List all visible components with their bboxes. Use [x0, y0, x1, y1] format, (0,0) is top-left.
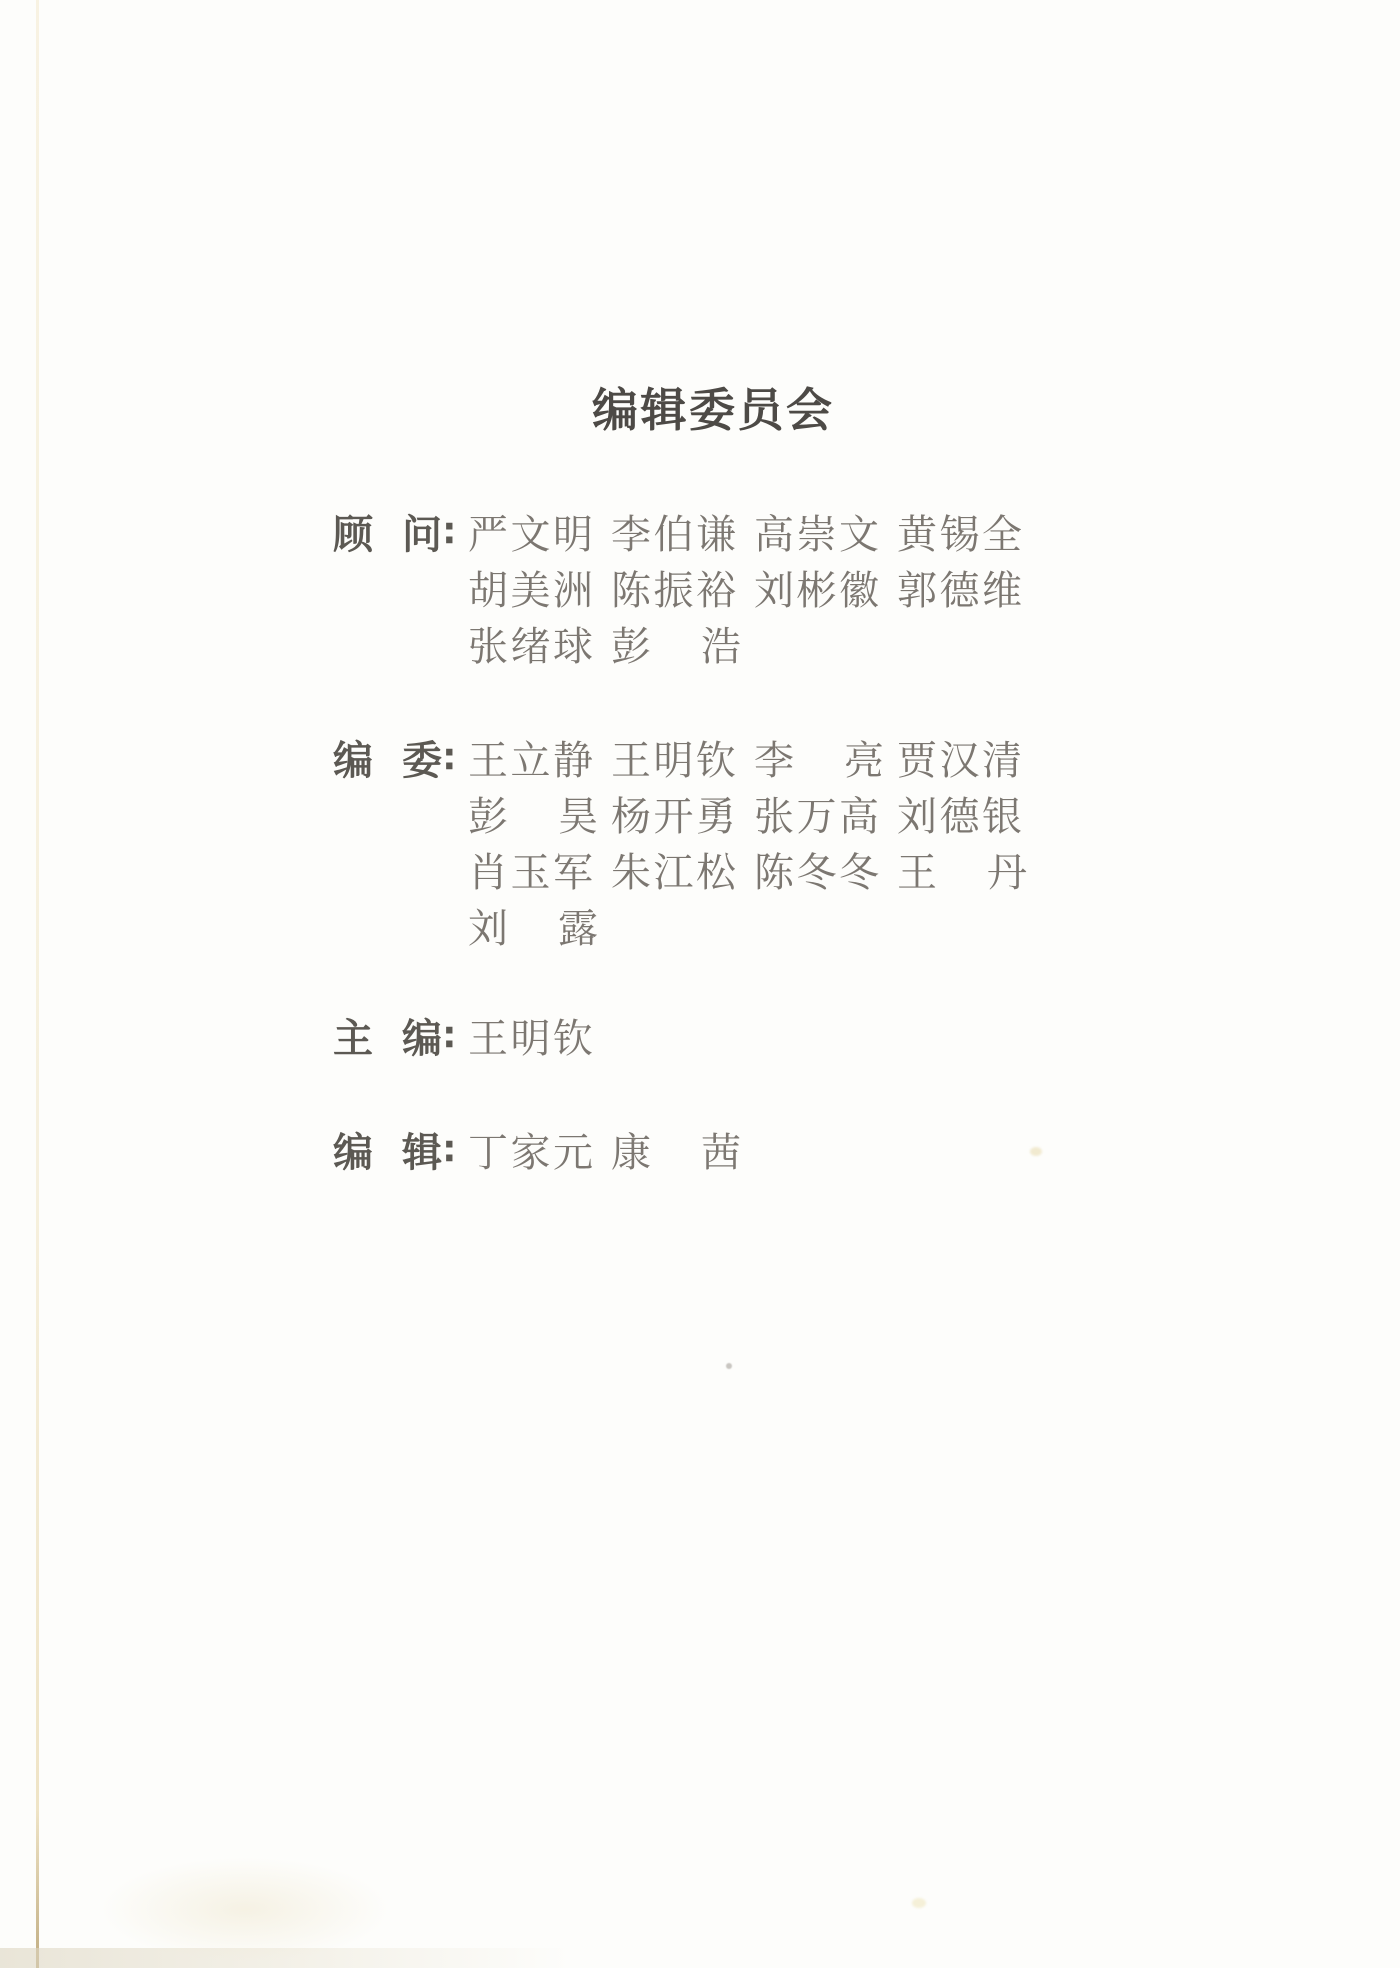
- name-row: [468, 1125, 754, 1181]
- label-colon: ∶: [444, 514, 455, 555]
- name-char: 浩: [701, 624, 741, 669]
- label-char: 委: [402, 738, 442, 783]
- person-name: 李伯谦: [611, 512, 739, 557]
- paper-stain: [100, 1857, 390, 1962]
- label-colon: ∶: [444, 1018, 455, 1059]
- person-name: 张万高: [754, 794, 882, 839]
- label-char: 顾: [333, 512, 373, 557]
- label-char: 编: [402, 1016, 442, 1061]
- person-name: 刘德银: [897, 794, 1025, 839]
- person-name: 胡美洲: [468, 568, 596, 613]
- person-name: 贾汉清: [897, 738, 1025, 783]
- name-char: 茜: [701, 1130, 741, 1175]
- person-name: [611, 619, 741, 675]
- name-row: [468, 901, 1040, 957]
- person-name: 陈冬冬: [754, 850, 882, 895]
- person-name: 杨开勇: [611, 794, 739, 839]
- label-char: 编: [333, 738, 373, 783]
- label-char: 辑: [402, 1130, 442, 1175]
- person-name: [468, 789, 598, 845]
- name-row: [468, 845, 1040, 901]
- name-char: 昊: [558, 794, 598, 839]
- name-char: 彭: [611, 624, 651, 669]
- page-gutter-line: [36, 0, 39, 1968]
- section-label: [333, 1011, 463, 1067]
- name-rows: [468, 1011, 611, 1067]
- label-colon: ∶: [444, 740, 455, 781]
- name-rows: [468, 507, 1040, 675]
- name-char: 丹: [987, 850, 1027, 895]
- person-name: 朱江松: [611, 850, 739, 895]
- person-name: 郭德维: [897, 568, 1025, 613]
- name-char: 康: [611, 1130, 651, 1175]
- person-name: 王明钦: [611, 738, 739, 783]
- name-row: [468, 1011, 611, 1067]
- person-name: 肖玉军: [468, 850, 596, 895]
- label-char: 主: [333, 1016, 373, 1061]
- name-row: [468, 789, 1040, 845]
- name-row: [468, 507, 1040, 563]
- person-name: [468, 901, 598, 957]
- person-name: 王明钦: [468, 1016, 596, 1061]
- person-name: 张绪球: [468, 624, 596, 669]
- page-title: 编辑委员会: [592, 385, 835, 436]
- person-name: [897, 845, 1027, 901]
- paper-speck: [912, 1898, 926, 1908]
- name-char: 刘: [468, 906, 508, 951]
- person-name: 高崇文: [754, 512, 882, 557]
- person-name: [611, 1125, 741, 1181]
- name-char: 王: [897, 850, 937, 895]
- label-colon: ∶: [444, 1132, 455, 1173]
- name-row: [468, 563, 1040, 619]
- section-label: [333, 1125, 463, 1181]
- name-row: [468, 733, 1040, 789]
- person-name: 刘彬徽: [754, 568, 882, 613]
- name-row: [468, 619, 1040, 675]
- name-rows: [468, 1125, 754, 1181]
- paper-speck: [726, 1363, 732, 1369]
- name-char: 李: [754, 738, 794, 783]
- name-rows: [468, 733, 1040, 957]
- person-name: 严文明: [468, 512, 596, 557]
- name-char: 亮: [844, 738, 884, 783]
- person-name: 黄锡全: [897, 512, 1025, 557]
- section-label: [333, 733, 463, 789]
- paper-speck: [1030, 1147, 1042, 1156]
- person-name: 丁家元: [468, 1130, 596, 1175]
- label-char: 编: [333, 1130, 373, 1175]
- person-name: 陈振裕: [611, 568, 739, 613]
- person-name: [754, 733, 884, 789]
- label-char: 问: [402, 512, 442, 557]
- name-char: 露: [558, 906, 598, 951]
- person-name: 王立静: [468, 738, 596, 783]
- section-label: [333, 507, 463, 563]
- name-char: 彭: [468, 794, 508, 839]
